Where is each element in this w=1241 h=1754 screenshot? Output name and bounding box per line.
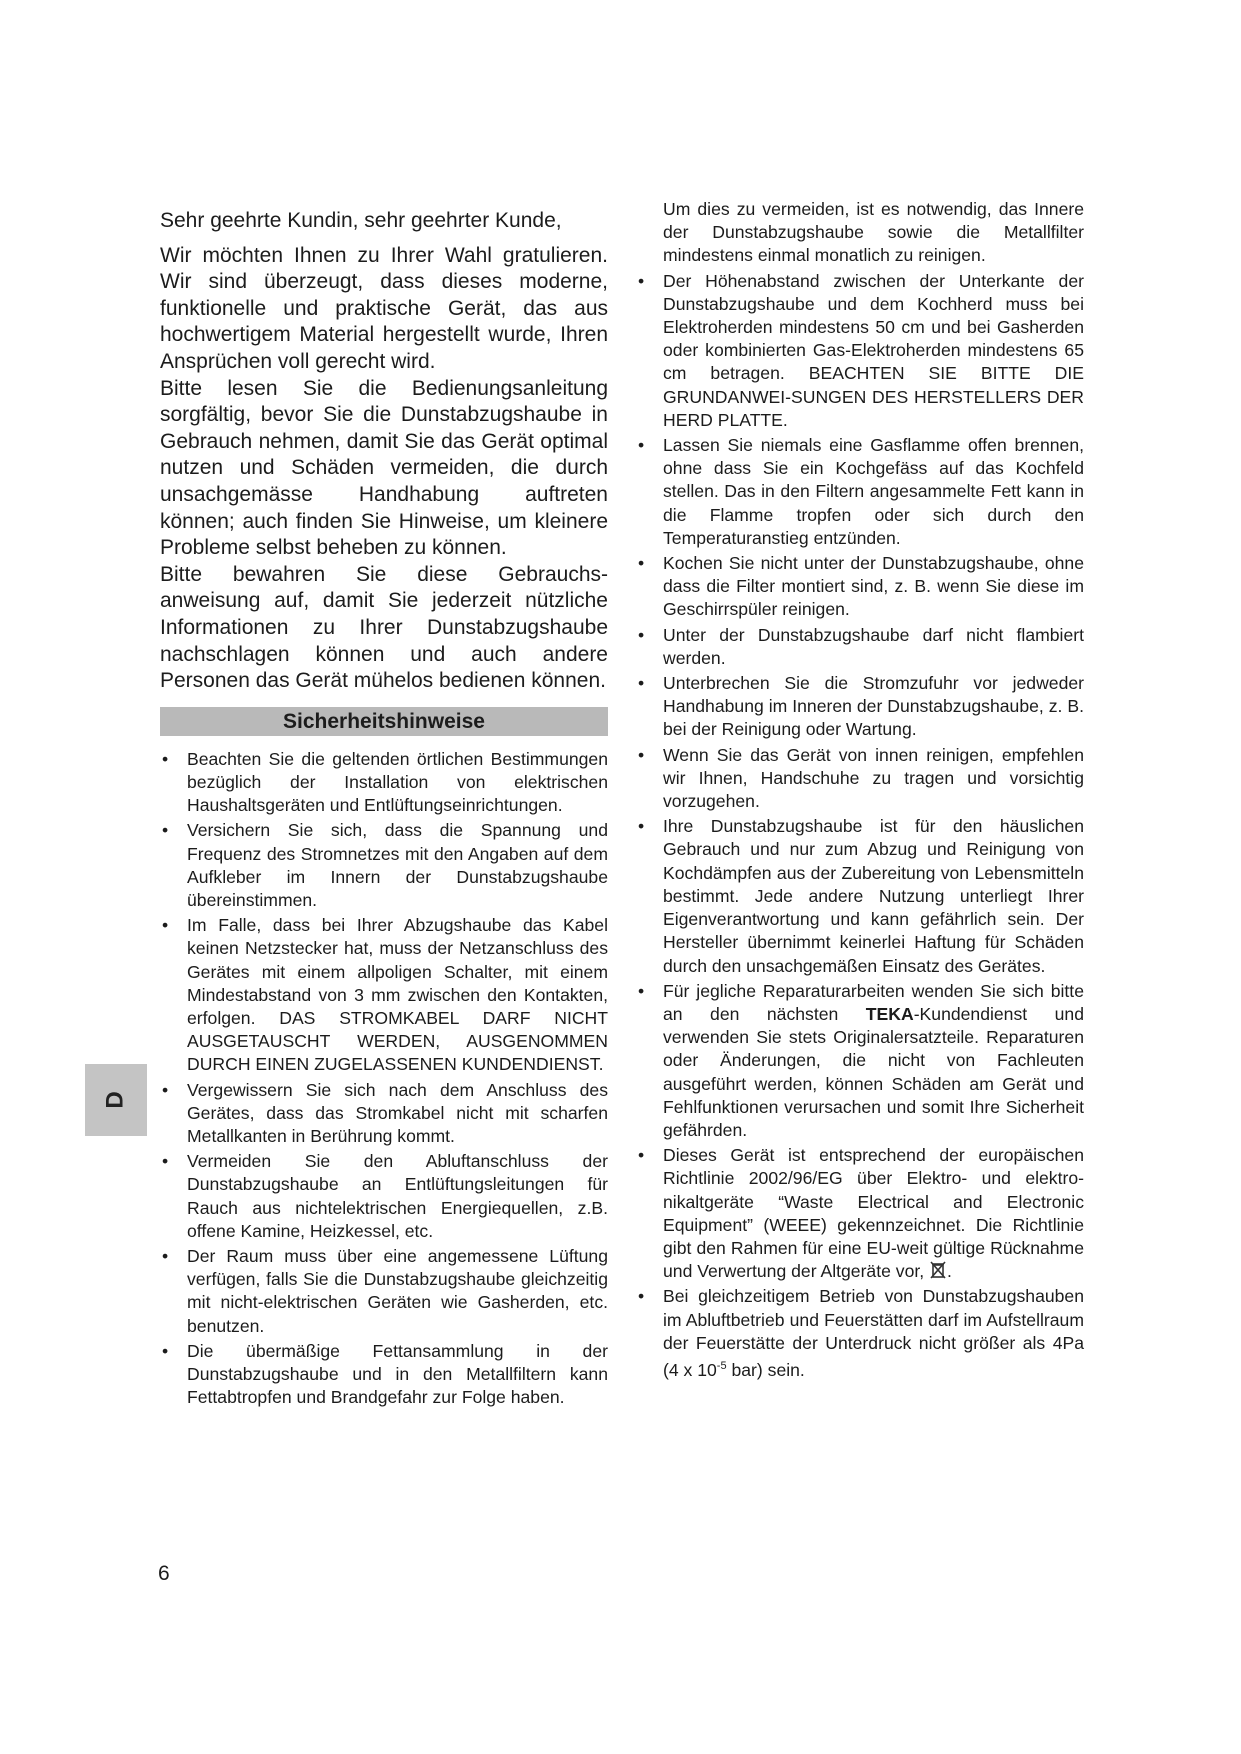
list-item-pressure [636,1285,1084,1382]
pressure-exponent: -5 [716,1359,727,1372]
pressure-text: Bei gleichzeitigem Betrieb von Dunstabzugshauben im Abluftbetrieb und Feuerstätten darf im Aufstellraum der Feuerstätte der Unterdruck nicht größer als 4Pa (4 x 10 [663,1286,1084,1380]
list-item: • Beachten Sie die geltenden örtlichen Bestimmungen bezüglich der Installation von elektrischen Haushaltsgeräten und Entlüftungseinrichtungen. [160,748,608,818]
list-item: • Im Falle, dass bei Ihrer Abzugshaube das Kabel keinen Netzstecker hat, muss der Netzanschluss des Gerätes mit einem allpoligen Schalter, mit einem Mindestabstand von 3 mm zwischen den Kontakten, erfolgen. DAS STROMKABEL DARF NICHT AUSGETAUSCHT WERDEN, AUSGENOMMEN DURCH EINEN ZUGELASSENEN KUNDENDIENST. [160,914,608,1076]
language-tab [85,1064,147,1136]
list-item: • Ihre Dunstabzugshaube ist für den häuslichen Gebrauch und nur zum Abzug und Reinigung von Kochdämpfen aus der Zubereitung von Lebensmitteln bestimmt. Jede andere Nutzung unterliegt Ihrer Eigenverantwortung und kann gefährlich sein. Der Hersteller übernimmt keinerlei Haftung für Schäden durch den unsachgemäßen Einsatz des Gerätes. [636,815,1084,977]
left-column [160,208,608,1411]
section-heading: Sicherheitshinweise [160,707,608,736]
safety-list-left [160,748,608,1410]
repair-text-end: -Kundendienst und verwenden Sie stets Originalersatzteile. Reparaturen oder Änderungen, die nicht von Fachleuten ausgeführt werden, können Schäden am Gerät und Fehlfunktionen verursachen und somit Ihre Sicherheit gefährden. [663,1003,1084,1140]
right-column [636,198,1084,1384]
continuation-paragraph: Um dies zu vermeiden, ist es notwendig, das Innere der Dunstabzugshaube sowie die Metallfilter mindestens einmal monatlich zu reinigen. [663,199,1084,266]
list-item-weee [636,1144,1084,1283]
safety-list-right [636,270,1084,1382]
list-item-repair [636,980,1084,1142]
repair-text: Für jegliche Reparaturarbeiten wenden Sie sich bitte an den nächsten [663,980,1084,1024]
list-item: • Kochen Sie nicht unter der Dunstabzugshaube, ohne dass die Filter montiert sind, z. B. wenn Sie diese im Geschirrspüler reinigen. [636,552,1084,622]
list-item: • Die übermäßige Fettansammlung in der Dunstabzugshaube und in den Metallfiltern kann Fettabtropfen und Brandgefahr zur Folge haben. [160,1340,608,1410]
list-item: • Lassen Sie niemals eine Gasflamme offen brennen, ohne dass Sie ein Kochgefäss auf das Kochfeld stellen. Das in den Filtern angesammelte Fett kann in die Flamme tropfen oder sich durch den Temperaturanstieg entzünden. [636,434,1084,550]
intro-paragraph: Bitte lesen Sie die Bedienungsanleitung sorgfältig, bevor Sie die Dunstabzugshaube in Gebrauch nehmen, damit Sie das Gerät optimal nutzen und Schäden vermeiden, die durch unsachgemässe Handhabung auftreten können; auch finden Sie Hinweise, um kleinere Probleme selbst beheben zu können. [160,376,608,560]
pressure-unit: bar) sein. [726,1359,805,1380]
list-item: • Wenn Sie das Gerät von innen reinigen, empfehlen wir Ihnen, Handschuhe zu tragen und vorsichtig vorzugehen. [636,744,1084,814]
list-item: • Der Höhenabstand zwischen der Unterkante der Dunstabzugshaube und dem Kochherd muss bei Elektroherden mindestens 50 cm und bei Gasherden oder kombinierten Gas-Elektroherden mindestens 65 cm betragen. BEACHTEN SIE BITTE DIE GRUNDANWEI-SUNGEN DES HERSTELLERS DER HERD PLATTE. [636,270,1084,432]
list-item: • Unter der Dunstabzugshaube darf nicht flambiert werden. [636,624,1084,670]
language-tab-label: D [102,1091,129,1109]
intro-paragraph: Bitte bewahren Sie diese Gebrauchs-anweisung auf, damit Sie jederzeit nützliche Informationen zu Ihrer Dunstabzugshaube nachschlagen können und auch andere Personen das Gerät mühelos bedienen können. [160,562,608,693]
weee-end: . [947,1261,952,1282]
salutation: Sehr geehrte Kundin, sehr geehrter Kunde, [160,209,562,232]
list-item: • Vergewissern Sie sich nach dem Anschluss des Gerätes, dass das Stromkabel nicht mit scharfen Metallkanten in Berührung kommt. [160,1079,608,1149]
weee-text: Dieses Gerät ist entsprechend der europäischen Richtlinie 2002/96/EG über Elektro- und elektro-nikaltgeräte “Waste Electrical and Electronic Equipment” (WEEE) gekennzeichnet. Die Richtlinie gibt den Rahmen für eine EU-weit gültige Rücknahme und Verwertung der Altgeräte vor, [663,1145,1084,1282]
page-number: 6 [158,1562,170,1585]
list-item: • Versichern Sie sich, dass die Spannung und Frequenz des Stromnetzes mit den Angaben auf dem Aufkleber im Innern der Dunstabzugshaube übereinstimmen. [160,819,608,912]
list-item: • Der Raum muss über eine angemessene Lüftung verfügen, falls Sie die Dunstabzugshaube gleichzeitig mit nicht-elektrischen Geräten wie Gasherden, etc. benutzen. [160,1245,608,1338]
intro-paragraph: Wir möchten Ihnen zu Ihrer Wahl gratulieren. Wir sind überzeugt, dass dieses moderne, funktionelle und praktische Gerät, das aus hochwertigem Material hergestellt wurde, Ihren Ansprüchen voll gerecht wird. [160,243,608,373]
crossed-bin-icon [929,1260,947,1280]
list-item: • Unterbrechen Sie die Stromzufuhr vor jedweder Handhabung im Inneren der Dunstabzugshaube, z. B. bei der Reinigung oder Wartung. [636,672,1084,742]
brand-name: TEKA [865,1003,914,1024]
list-item: • Vermeiden Sie den Abluftanschluss der Dunstabzugshaube an Entlüftungsleitungen für Rauch aus nichtelektrischen Energiequellen, z.B. offene Kamine, Heizkessel, etc. [160,1150,608,1243]
